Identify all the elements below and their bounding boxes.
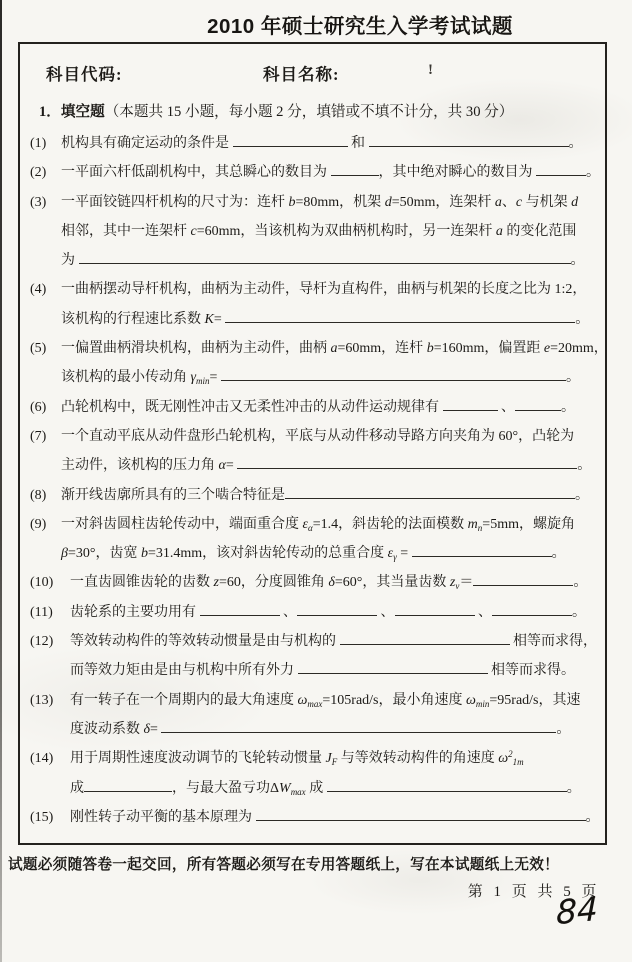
variable-symbol: b: [426, 341, 434, 357]
variable-symbol: K: [204, 311, 214, 327]
question-text: =60，分度圆锥角: [218, 575, 329, 591]
answer-blank-line: [412, 544, 552, 557]
question-item-3: [30, 188, 601, 276]
question-text: =60mm，当该机构为双曲柄机构时，另一连架杆: [196, 223, 496, 239]
question-number: (14): [30, 751, 54, 767]
answer-blank-line: [84, 779, 172, 792]
answer-blank-line: [515, 398, 561, 411]
question-number: (3): [30, 194, 47, 210]
question-line: [61, 451, 601, 480]
question-text: =: [209, 370, 221, 386]
question-text: 相等而求得，: [509, 634, 597, 650]
answer-blank-line: [395, 603, 475, 616]
question-text: 成: [70, 780, 84, 796]
question-line: [61, 510, 601, 539]
question-text: 相等而求得。: [487, 663, 575, 679]
question-text: 成: [305, 780, 327, 796]
question-number: (13): [30, 692, 54, 708]
answer-blank-line: [237, 456, 577, 469]
subject-code-label: 科目代码:: [46, 65, 123, 84]
question-line: [61, 363, 601, 392]
question-text: =20mm，: [550, 341, 608, 357]
question-item-11: [30, 598, 601, 627]
question-text: 的变化范围: [502, 223, 577, 239]
question-text: 。: [556, 721, 571, 737]
scan-edge-artifact: [0, 0, 2, 962]
question-text: ＝: [459, 575, 474, 591]
answer-blank-line: [233, 134, 348, 147]
question-line: [70, 627, 601, 656]
variable-symbol: ω: [297, 692, 308, 708]
answer-blank-line: [331, 163, 379, 176]
question-item-6: [30, 393, 601, 422]
question-item-10: [30, 568, 601, 597]
subject-name-label: 科目名称:: [263, 65, 340, 84]
question-number: (11): [30, 604, 53, 620]
question-text: =31.4mm，该对斜齿轮传动的总重合度: [147, 546, 388, 562]
question-text: 该机构的最小传动角: [61, 370, 191, 386]
question-text: 。: [585, 809, 600, 825]
page-title: 2010 年硕士研究生入学考试试题: [207, 15, 513, 38]
answer-blank-line: [492, 603, 572, 616]
variable-symbol: a: [330, 341, 338, 357]
variable-symbol: z: [213, 575, 219, 591]
variable-subscript: γ: [393, 552, 397, 563]
question-number: (4): [30, 282, 47, 298]
variable-subscript: n: [477, 522, 483, 533]
question-text: 凸轮机构中，既无刚性冲击又无柔性冲击的从动件运动规律有: [61, 399, 443, 415]
variable-symbol: c: [190, 223, 197, 239]
question-text: 相邻，其中一连架杆: [61, 223, 191, 239]
question-text: =: [150, 721, 162, 737]
question-line: [61, 393, 601, 422]
variable-symbol: a: [495, 223, 503, 239]
variable-subscript: α: [308, 522, 313, 533]
question-line: [70, 744, 601, 773]
question-line: [61, 217, 601, 246]
variable-subscript: min: [196, 376, 210, 387]
question-number: (15): [30, 809, 54, 825]
variable-symbol: e: [543, 341, 551, 357]
question-line: [61, 305, 601, 334]
variable-symbol: β: [61, 546, 68, 562]
question-text: 、: [474, 604, 492, 620]
questions-list: [20, 129, 608, 832]
question-text: 。: [572, 604, 586, 620]
question-text: 一平面六杆低副机构中，其总瞬心的数目为: [61, 165, 331, 181]
variable-symbol: d: [571, 194, 579, 210]
section-name: 填空题: [60, 104, 105, 120]
question-text: 齿轮系的主要功用有: [70, 604, 200, 620]
answer-blank-line: [327, 779, 567, 792]
variable-symbol: J: [325, 751, 332, 767]
variable-symbol: m: [467, 516, 478, 532]
question-text: 。: [568, 136, 583, 151]
variable-symbol: b: [140, 546, 148, 562]
question-text: 一直齿圆锥齿轮的齿数: [70, 575, 214, 591]
question-item-15: [30, 803, 601, 832]
question-text: 而等效力矩由是由与机构中所有外力: [70, 663, 298, 679]
answer-blank-line: [161, 720, 556, 733]
question-text: 。: [575, 311, 590, 327]
question-number: (10): [30, 575, 54, 591]
question-line: [61, 422, 601, 451]
variable-symbol: ω: [498, 751, 509, 767]
question-line: [61, 481, 601, 510]
question-number: (5): [30, 341, 47, 357]
answer-blank-line: [298, 661, 488, 674]
question-text: 有一转子在一个周期内的最大角速度: [70, 692, 298, 708]
variable-symbol: α: [218, 458, 226, 474]
variable-symbol: b: [288, 194, 296, 210]
question-item-8: [30, 481, 601, 510]
question-text: ，其中绝对瞬心的数目为: [378, 165, 536, 181]
question-text: =95rad/s，其速: [489, 692, 581, 708]
variable-subscript: max: [307, 698, 323, 709]
variable-symbol: a: [494, 194, 502, 210]
question-line: [61, 539, 601, 568]
question-text: 度波动系数: [70, 721, 144, 737]
question-line: [61, 334, 608, 363]
question-item-7: [30, 422, 601, 481]
question-text: 一个直动平底从动件盘形凸轮机构，平底与从动件移动导路方向夹角为 60°，凸轮为: [61, 428, 575, 444]
question-text: 该机构的行程速比系数: [61, 311, 205, 327]
question-text: 机构具有确定运动的条件是: [61, 136, 233, 151]
question-text: =: [213, 311, 226, 327]
variable-symbol: ε: [387, 546, 394, 562]
section-meta: （本题共 15 小题，每小题 2 分，填错或不填不计分，共 30 分）: [104, 104, 514, 120]
question-text: 。: [570, 253, 585, 269]
variable-superscript: 2: [508, 749, 513, 760]
question-item-1: [30, 129, 601, 158]
question-text: 一偏置曲柄滑块机构，曲柄为主动件，曲柄: [61, 341, 331, 357]
variable-subscript: max: [290, 786, 306, 797]
answer-blank-line: [225, 310, 575, 323]
question-text: 。: [577, 458, 592, 474]
answer-blank-line: [221, 368, 566, 381]
question-text: 为: [61, 253, 79, 269]
question-text: 一曲柄摆动导杆机构，曲柄为主动件，导杆为直构件，曲柄与机架的长度之比为 1:2，: [61, 282, 587, 298]
question-text: 、: [279, 604, 297, 620]
footer-notice: 试题必须随答卷一起交回，所有答题必须写在专用答题纸上，写在本试题纸上无效！: [8, 857, 560, 873]
question-number: (8): [30, 487, 47, 503]
question-text: =: [396, 546, 412, 562]
question-line: [61, 158, 601, 187]
question-text: 主动件，该机构的压力角: [61, 458, 219, 474]
question-text: 渐开线齿廓所具有的三个啮合特征是: [61, 487, 285, 503]
question-line: [61, 188, 601, 217]
page-indicator: 第 1 页 共 5 页: [467, 884, 600, 900]
answer-blank-line: [256, 808, 586, 821]
question-text: =105rad/s，最小角速度: [322, 692, 466, 708]
question-line: [70, 598, 601, 627]
question-item-2: [30, 158, 601, 187]
question-text: 与等效转动构件的角速度: [337, 751, 499, 767]
question-text: =1.4，斜齿轮的法面模数: [312, 516, 468, 532]
variable-subscript: min: [475, 698, 490, 709]
variable-symbol: ε: [302, 516, 309, 532]
question-line: [70, 715, 601, 744]
question-text: 。: [586, 165, 600, 181]
question-text: 等效转动构件的等效转动惯量是由与机构的: [70, 634, 340, 650]
question-item-13: [30, 686, 601, 745]
question-number: (1): [30, 136, 47, 151]
question-text: 刚性转子动平衡的基本原理为: [70, 809, 256, 825]
answer-blank-line: [473, 573, 573, 586]
answer-blank-line: [285, 486, 575, 499]
variable-symbol: γ: [190, 370, 197, 386]
variable-subscript: F: [331, 757, 338, 768]
question-text: 一平面铰链四杆机构的尺寸为：连杆: [61, 194, 289, 210]
question-line: [70, 656, 601, 685]
question-text: =60°，其当量齿数: [334, 575, 450, 591]
answer-blank-line: [200, 603, 280, 616]
answer-blank-line: [297, 603, 377, 616]
question-line: [70, 774, 601, 803]
question-text: 一对斜齿圆柱齿轮传动中，端面重合度: [61, 516, 303, 532]
variable-subscript: 1m: [512, 757, 524, 768]
question-text: =50mm，连架杆: [391, 194, 495, 210]
question-text: 、: [501, 194, 516, 210]
question-line: [61, 275, 601, 304]
question-text: 。: [551, 546, 566, 562]
question-text: =5mm，螺旋角: [482, 516, 575, 532]
question-text: 、: [497, 399, 515, 415]
answer-blank-line: [79, 251, 571, 264]
question-number: (9): [30, 516, 47, 532]
question-text: =: [225, 458, 238, 474]
question-text: 与机架: [522, 194, 572, 210]
question-text: =80mm，机架: [295, 194, 385, 210]
question-item-4: [30, 275, 601, 334]
question-text: 。: [566, 780, 581, 796]
question-number: (2): [30, 165, 47, 181]
answer-blank-line: [369, 134, 569, 147]
question-number: (6): [30, 399, 47, 415]
variable-symbol: ω: [466, 692, 476, 708]
question-text: 。: [565, 370, 580, 386]
variable-symbol: c: [515, 194, 523, 210]
section-heading: [39, 100, 605, 121]
question-item-9: [30, 510, 601, 569]
variable-symbol: δ: [328, 575, 335, 591]
section-number: 1．: [39, 104, 61, 120]
question-text: ，与最大盈亏功Δ: [172, 780, 280, 796]
answer-blank-line: [536, 163, 586, 176]
question-text: 、: [377, 604, 395, 620]
answer-blank-line: [340, 632, 510, 645]
question-line: [61, 129, 601, 158]
exam-box: [18, 42, 607, 845]
question-line: [70, 803, 601, 832]
answer-blank-line: [443, 398, 498, 411]
question-item-5: [30, 334, 608, 393]
variable-symbol: d: [384, 194, 392, 210]
variable-subscript: v: [455, 581, 460, 592]
question-text: =30°，齿宽: [67, 546, 141, 562]
handwritten-mark: 84: [556, 888, 598, 933]
question-line: [70, 686, 601, 715]
question-text: 。: [573, 575, 588, 591]
variable-symbol: z: [449, 575, 456, 591]
question-text: 用于周期性速度波动调节的飞轮转动惯量: [70, 751, 326, 767]
question-text: 。: [575, 487, 589, 503]
question-text: 。: [561, 399, 575, 415]
question-text: 和: [347, 136, 369, 151]
variable-symbol: δ: [143, 721, 151, 737]
question-line: [70, 568, 601, 597]
exam-header-row: [20, 61, 605, 87]
question-text: =60mm，连杆: [337, 341, 427, 357]
question-text: =160mm，偏置距: [433, 341, 544, 357]
question-number: (12): [30, 634, 54, 650]
question-item-14: [30, 744, 601, 803]
question-item-12: [30, 627, 601, 686]
stray-exclamation-mark: !: [428, 62, 433, 78]
question-number: (7): [30, 428, 47, 444]
question-line: [61, 246, 601, 275]
variable-symbol: W: [279, 780, 291, 796]
